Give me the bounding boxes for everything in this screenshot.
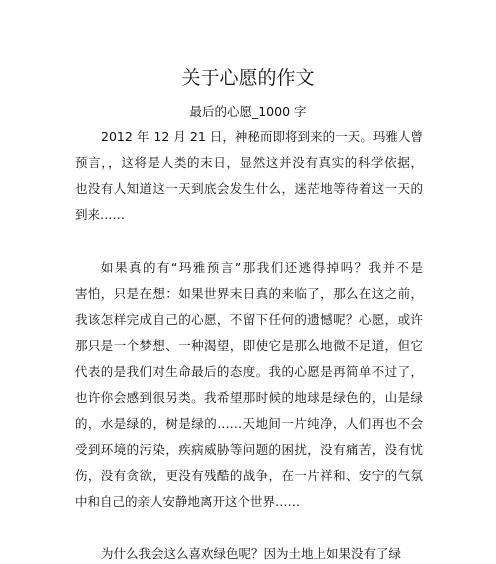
paragraph-2-line-10: 中和自己的亲人安静地离开这个世界…… [75,494,301,509]
paragraph-2-line-8: 受到环境的污染，疾病威胁等问题的困扰，没有痛苦，没有忧 [75,442,423,457]
paragraph-1-line-1: 2012 年 12 月 21 日，神秘而即将到来的一天。玛雅人曾 [101,129,423,144]
paragraph-2-line-4: 那只是一个梦想、一种渴望，即使它是那么地微不足道，但它 [75,338,423,353]
paragraph-1-line-2: 预言，，这将是人类的末日，显然这并没有真实的科学依据， [75,155,423,170]
paragraph-2-line-3: 我该怎样完成自己的心愿，不留下任何的遗憾呢？心愿，或许 [75,312,423,327]
paragraph-2-line-1: 如果真的有“玛雅预言”那我们还逃得掉吗？我并不是 [101,260,423,275]
paragraph-2-line-2: 害怕，只是在想：如果世界末日真的来临了，那么在这之前， [75,286,423,301]
paragraph-2-line-9: 伤，没有贪欲，更没有残酷的战争，在一片祥和、安宁的气氛 [75,468,423,483]
paragraph-1-line-4: 到来…… [75,207,126,222]
paragraph-3-line-1: 为什么我会这么喜欢绿色呢？因为土地上如果没有了绿 [101,546,402,561]
paragraph-2-line-5: 代表的是我们对生命最后的态度。我的心愿是再简单不过了， [75,364,423,379]
document-subtitle: 最后的心愿_1000 字 [189,104,307,119]
paragraph-1-line-3: 也没有人知道这一天到底会发生什么，迷茫地等待着这一天的 [75,181,423,196]
paragraph-2-line-6: 也许你会感到很另类。我希望那时候的地球是绿色的，山是绿 [75,390,423,405]
document-title: 关于心愿的作文 [181,67,315,89]
paragraph-2-line-7: 的，水是绿的，树是绿的……天地间一片纯净，人们再也不会 [75,416,423,431]
